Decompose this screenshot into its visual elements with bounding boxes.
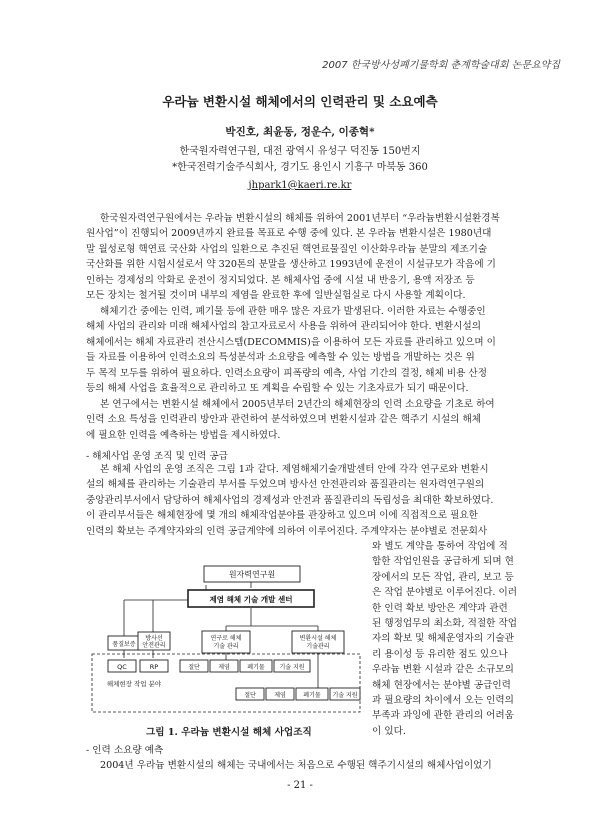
text-line: 은 작업 분야별로 이루어진다. 이러 [372,587,517,599]
org-label-r1-decon: 제염 [218,664,230,671]
text-line: 중앙관리부서에서 담당하여 해체사업의 경제성과 안전과 품질관리의 독립성을 최대한 확보하였다. [86,494,494,506]
text-line: 에 필요한 인력을 예측하는 방법을 제시하였다. [86,429,281,441]
paragraph-1 [86,211,530,303]
paragraph-4-continued [372,539,532,739]
text-line: 모든 장치는 철거될 것이며 내부의 제염을 완료한 후에 일반실험실로 다시 사용할 계획이다. [86,290,466,302]
paragraph-5 [86,758,530,773]
org-label-qc: QC [117,663,127,671]
org-label-r1-waste: 폐기물 [247,664,265,671]
text-line: 등의 해체 사업을 효율적으로 관리하고 또 계획을 수립할 수 있는 기초자료가 되기 때문이다. [86,383,469,395]
org-label-r2-waste: 폐기물 [303,692,321,699]
text-line: 인력의 확보는 주계약자와의 인력 공급계약에 의하여 이루어진다. 주계약자는 분야별로 전문회사 [86,525,488,537]
text-line: 리 용이성 등 유리한 점도 있으나 [372,648,508,660]
email-address: jhpark1@kaeri.re.kr [248,180,352,191]
org-label-r2-cut: 절단 [244,692,256,699]
text-line: 원사업”이 진행되어 2009년까지 완료를 목표로 수행 중에 있다. 본 우라늄 변환시설은 1980년대 [86,228,492,240]
org-label-radiation-2: 안전관리 [142,642,166,649]
org-label-radiation-1: 방사선 [145,635,163,642]
paragraph-2 [86,304,530,396]
text-line: 해체 사업의 관리와 미래 해체사업의 참고자료로서 사용을 위하여 관리되어야 한다. 변환시설의 [86,321,481,333]
section-heading-organization: - 해체사업 운영 조직 및 인력 공급 [86,451,229,462]
text-line: 이 관리부서들은 해체현장에 몇 개의 해체작업분야를 관장하고 있으며 이에 직접적으로 필요한 [86,510,478,522]
paragraph-4 [86,462,530,539]
org-label-conversion-2: 기술관리 [306,643,330,650]
running-header: 2007 한국방사성폐기물학회 춘계학술대회 논문요약집 [322,60,560,71]
text-line: 인하는 경제성의 악화로 운전이 정지되었다. 본 해체사업 중에 시설 내 반응기, 용액 저장조 등 [86,274,475,286]
org-label-conversion-1: 변환시설 해체 [299,635,337,642]
text-line: 설의 해체를 관리하는 기술관리 부서를 두었으며 방사선 안전관리와 품질관리는 원자력연구원의 [86,479,485,491]
text-line: 한 인력 확보 방안은 계약과 관련 [372,602,508,614]
text-line: 해체기간 중에는 인력, 폐기물 등에 관한 매우 많은 자료가 발생된다. 이러한 자료는 수행중인 [100,306,486,317]
org-label-center: 제염 해체 기술 개발 센터 [209,595,293,604]
text-line: 2004년 우라늄 변환시설의 해체는 국내에서는 처음으로 수행된 핵주기시설의 해체사업이었기 [100,760,492,771]
text-line: 본 해체 사업의 운영 조직은 그림 1과 같다. 제염해체기술개발센터 안에 각각 연구로와 변환시 [100,464,489,475]
section-heading-forecast: - 인력 소요량 예측 [86,745,164,756]
affiliation-2: *한국전력기술주식회사, 경기도 용인시 기흥구 마북동 360 [172,162,428,173]
text-line: 인력 소요 특성을 인력관리 방안과 관련하여 분석하였으며 변환시설과 같은 핵주기 시설의 해체 [86,414,481,426]
figure-caption: 그림 1. 우라늄 변환시설 해체 사업조직 [146,727,312,738]
org-label-r2-support: 기술 지원 [332,692,358,699]
organization-chart [86,548,366,718]
org-label-reactor-1: 연구로 해체 [210,635,242,642]
text-line: 본 연구에서는 변환시설 해체에서 2005년부터 2년간의 해체현장의 인력 소요량을 기초로 하여 [100,399,495,410]
text-line: 두 목적 모두를 위하여 필요하다. 인력소요량이 피폭량의 예측, 사업 기간의 결정, 해체 비용 산정 [86,367,487,379]
page-number: - 21 - [287,780,313,791]
text-line: 말 월성로형 핵연료 국산화 사업의 일환으로 추진된 핵연료물질인 이산화우라늄 분말의 제조기술 [86,243,488,255]
text-line: 우라늄 변환 시설과 같은 소규모의 [372,664,514,676]
text-line: 국산화를 위한 시험시설로서 약 320톤의 분말을 생산하고 1993년에 운전이 시설규모가 작음에 기 [86,259,496,271]
text-line: 합한 작업인원을 공급하게 되며 현 [372,556,514,568]
text-line: 들 자료를 이용하여 인력소요의 특성분석과 소요량을 예측할 수 있는 방법을 개발하는 것은 위 [86,352,475,364]
org-label-site: 해체현장 작업 분야 [106,680,162,688]
affiliation-1: 한국원자력연구원, 대전 광역시 유성구 덕진동 150번지 [179,146,421,157]
authors: 박진호, 최윤동, 정운수, 이종혁* [225,126,375,138]
text-line: 와 별도 계약을 통하여 작업에 적 [372,541,508,552]
paper-title: 우라늄 변환시설 해체에서의 인력관리 및 소요예측 [162,94,438,109]
text-line: 해체에서는 해체 자료관리 전산시스템(DECOMMIS)을 이용하여 모든 자료를 관리하고 있으며 이 [86,336,496,348]
text-line: 한국원자력연구원에서는 우라늄 변환시설의 해체를 위하여 2001년부터 “우라늄변환시설환경복 [100,213,500,224]
text-line: 된 행정업무의 최소화, 적절한 작업 [372,618,517,630]
text-line: 과 필요량의 차이에서 오는 인력의 [372,695,514,707]
text-line: 이 있다. [372,725,406,737]
text-line: 해체 현장에서는 분야별 공급인력 [372,679,511,691]
org-label-rp: RP [149,663,159,671]
text-line: 장에서의 모든 작업, 관리, 보고 등 [372,571,514,583]
text-line: 부족과 과잉에 관한 관리의 어려움 [372,710,514,722]
org-label-quality: 품질보증 [112,641,136,648]
paragraph-3 [86,397,530,443]
org-label-reactor-2: 기술 관리 [213,643,239,650]
text-line: 자의 확보 및 해체운영자의 기술관 [372,633,514,645]
org-label-institute: 원자력연구원 [228,570,276,579]
org-label-r1-support: 기술 지원 [279,664,305,671]
org-label-r2-decon: 제염 [274,692,286,699]
email [0,180,600,191]
org-label-r1-cut: 절단 [188,664,200,671]
